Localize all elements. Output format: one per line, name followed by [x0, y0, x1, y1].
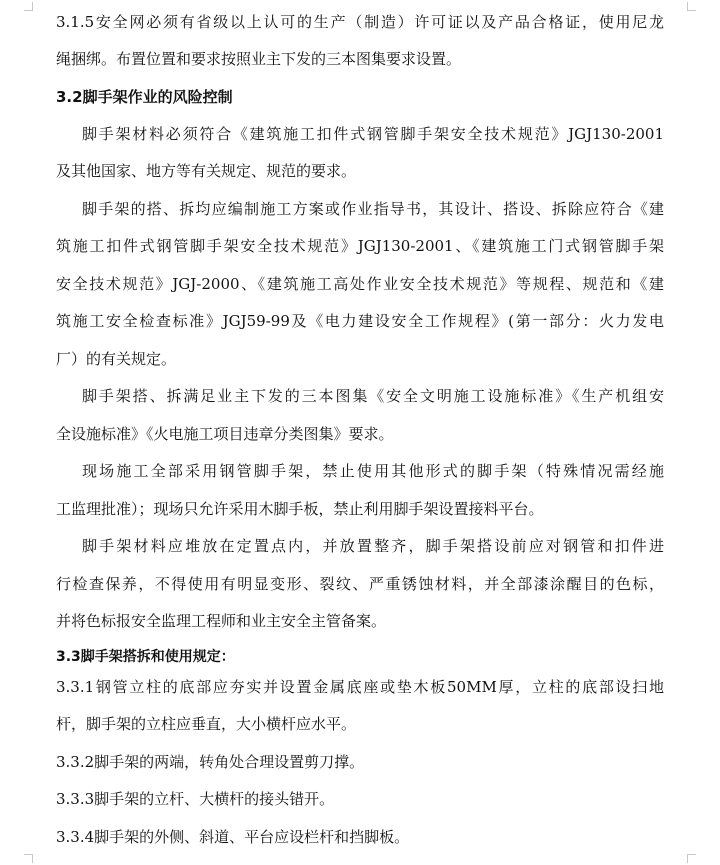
paragraph-line: 工监理批准）；现场只允许采用木脚手板，禁止利用脚手架设置接料平台。 — [56, 500, 544, 518]
paragraph-line: 脚手架材料必须符合《建筑施工扣件式钢管脚手架安全技术规范》JGJ130-2001 — [82, 125, 664, 143]
paragraph-line: 杆，脚手架的立柱应垂直，大小横杆应水平。 — [56, 715, 357, 733]
section-heading: 3.3脚手架搭拆和使用规定： — [56, 649, 235, 665]
paragraph-line: 脚手架搭、拆满足业主下发的三本图集《安全文明施工设施标准》《生产机组安 — [82, 387, 664, 405]
paragraph-line: 3.3.4脚手架的外侧、斜道、平台应设栏杆和挡脚板。 — [56, 828, 410, 846]
paragraph-line: 全设施标准》《火电施工项目违章分类图集》要求。 — [56, 425, 394, 443]
page-corner-mark — [687, 2, 696, 11]
paragraph-line: 行检查保养，不得使用有明显变形、裂纹、严重锈蚀材料，并全部漆涂醒目的色标， — [56, 575, 664, 593]
paragraph-line: 3.1.5安全网必须有省级以上认可的生产（制造）许可证以及产品合格证，使用尼龙 — [56, 13, 664, 31]
page-corner-mark — [687, 854, 696, 863]
paragraph-line: 现场施工全部采用钢管脚手架，禁止使用其他形式的脚手架（特殊情况需经施 — [82, 462, 664, 480]
paragraph-line: 并将色标报安全监理工程师和业主安全主管备案。 — [56, 612, 387, 630]
paragraph-line: 3.3.3脚手架的立杆、大横杆的接头错开。 — [56, 790, 335, 808]
section-heading: 3.2脚手架作业的风险控制 — [56, 88, 233, 106]
paragraph-line: 安全技术规范》JGJ-2000、《建筑施工高处作业安全技术规范》等规程、规范和《建 — [56, 275, 664, 293]
paragraph-line: 厂）的有关规定。 — [56, 350, 177, 368]
page-corner-mark — [24, 854, 33, 863]
paragraph-line: 及其他国家、地方等有关规定、规范的要求。 — [56, 162, 357, 180]
paragraph-line: 筑施工扣件式钢管脚手架安全技术规范》JGJ130-2001、《建筑施工门式钢管脚手架 — [56, 237, 664, 255]
paragraph-line: 筑施工安全检查标准》JGJ59-99及《电力建设安全工作规程》(第一部分：火力发电 — [56, 312, 664, 330]
page-corner-mark — [24, 2, 33, 11]
paragraph-line: 3.3.1钢管立柱的底部应夯实并设置金属底座或垫木板50MM厚，立柱的底部设扫地 — [56, 678, 664, 696]
paragraph-line: 脚手架的搭、拆均应编制施工方案或作业指导书，其设计、搭设、拆除应符合《建 — [82, 200, 664, 218]
paragraph-line: 脚手架材料应堆放在定置点内，并放置整齐，脚手架搭设前应对钢管和扣件进 — [82, 537, 664, 555]
paragraph-line: 3.3.2脚手架的两端，转角处合理设置剪刀撑。 — [56, 753, 365, 771]
paragraph-line: 绳捆绑。布置位置和要求按照业主下发的三本图集要求设置。 — [56, 50, 462, 68]
